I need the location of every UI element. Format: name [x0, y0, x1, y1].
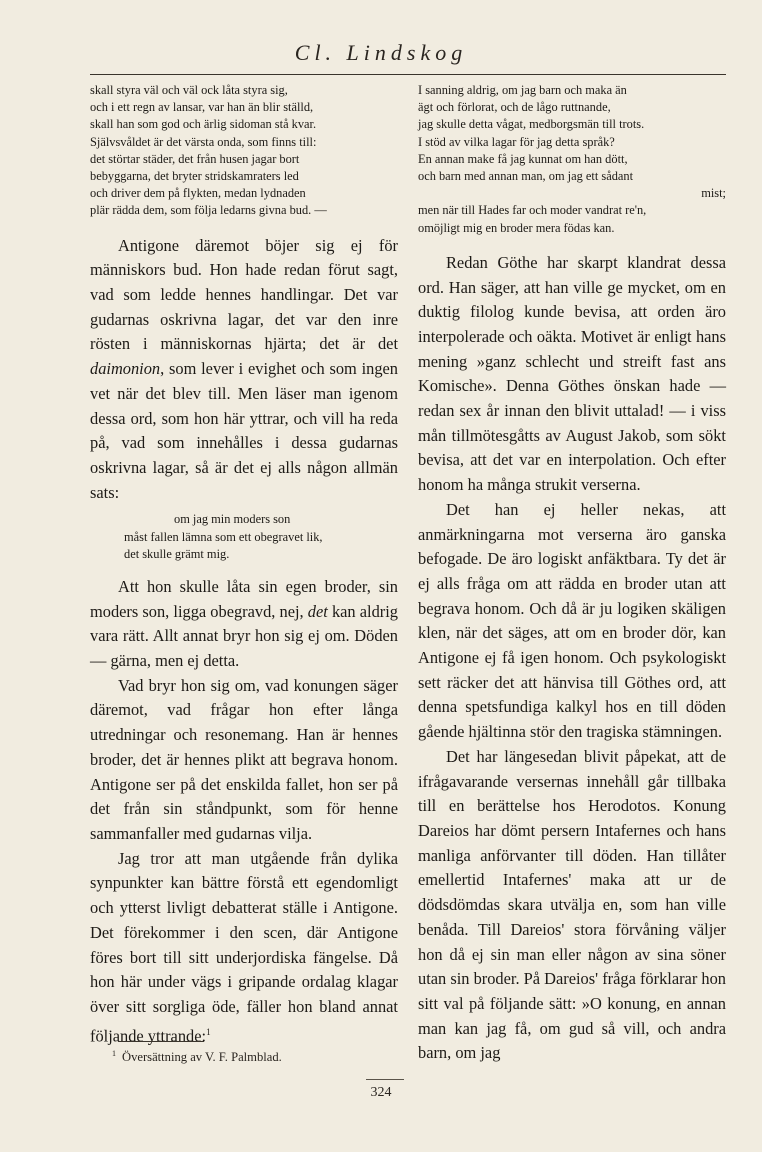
footnote-reference: 1 [206, 1026, 211, 1037]
paragraph-text: Att hon skulle låta sin egen broder, sin moders son, ligga obegravd, nej, [90, 576, 398, 621]
verse-line: och barn med annan man, om jag ett sådant [418, 169, 634, 184]
verse-block-quote [90, 511, 398, 563]
footnote-mark: 1 [112, 1049, 116, 1058]
paragraph-herodotos: Det har längesedan blivit påpekat, att de ifrågavarande versernas innehåll går tillbaka till en berättelse hos Herodotos. Konung Dareios har dömt persern Intafernes och hans manliga anförvanter till döden. Han tillåter emellertid Intafernes' maka att ur de dödsdömdas skara utvälja en, som han ville benåda. Till Dareios' stora förvåning väljer hon då ej sin man eller någon av sina söner utan sin broder. På Dareios' fråga förklarar hon sitt val på följande sätt: »O konung, en annan man kan jag få, om gud så vill, och andra barn, om jag [418, 746, 726, 1063]
footnote-text: Översättning av V. F. Palmblad. [122, 1050, 282, 1065]
paragraph-text: Antigone däremot böjer sig ej för människors bud. Hon hade redan förut sagt, vad som ledde hennes handlingar. Det var gudarnas oskrivna lagar, det var den inre rösten i människornas hjärta; det är det [90, 235, 398, 354]
verse-line: Självsvåldet är det värsta onda, som finns till: [90, 134, 317, 149]
verse-line: plär rädda dem, som följa ledarns givna bud. — [90, 203, 327, 218]
verse-line: det störtar städer, det från husen jagar bort [90, 151, 300, 166]
paragraph-gothe: Redan Göthe har skarpt klandrat dessa ord. Han säger, att han ville ge mycket, om en duktig filolog kunde bevisa, att orden äro interpolerade och oäkta. Motivet är enligt hans mening »ganz schlecht und streift fast ans Komische». Denna Göthes önskan hade — redan sex år innan den blivit uttalad! — i viss mån tillmötesgåtts av August Jakob, som sökt bevisa, att det var en interpolation. Och efter honom ha många strukit verserna. [418, 252, 726, 495]
verse-line: I stöd av vilka lagar för jag detta språk? [418, 134, 615, 149]
footnote [112, 1049, 282, 1065]
left-column [90, 82, 398, 1049]
verse-line: jag skulle detta vågat, medborgsmän till trots. [418, 117, 645, 132]
running-header: Cl. Lindskog [294, 40, 468, 65]
paragraph-konungen: Vad bryr hon sig om, vad konungen säger däremot, vad frågar hon efter långa utredningar och resonemang. Han är hennes broder, det är hennes plikt att begrava honom. Antigone ser på det enskilda fallet, hon ser på det från sin ståndpunkt, som för henne sammanfaller med gudarnas vilja. [90, 675, 398, 843]
paragraph-jag-tror [90, 847, 398, 1049]
verse-line: bebyggarna, det bryter stridskamraters led [90, 169, 299, 184]
verse-line: I sanning aldrig, om jag barn och maka än [418, 83, 627, 97]
page-number: 324 [370, 1085, 392, 1100]
paragraph-text: , som lever i evighet och som ingen vet när det blev till. Men läser man igenom dessa ord, som hon här yttrar, och vill ha reda på, vad som innehålles i dessa gudarnas oskrivna lagar, så är det ej alls någon allmän sats: [90, 359, 398, 502]
header-rule [90, 74, 726, 75]
italic-term: det [307, 601, 328, 621]
verse-line: mist; [701, 186, 726, 201]
verse-line: skall han som god och ärlig sidoman stå kvar. [90, 117, 317, 132]
footnote-rule [118, 1041, 204, 1042]
verse-line: och i ett regn av lansar, var han än blir ställd, [90, 100, 314, 115]
verse-line: men när till Hades far och moder vandrat re'n, [418, 203, 647, 218]
verse-line: En annan make få jag kunnat om han dött, [418, 151, 628, 166]
paragraph-text: kan aldrig vara rätt. Allt annat bryr hon sig ej om. Döden — gärna, men ej detta. [90, 601, 399, 671]
verse-line: måst fallen lämna som ett obegravet lik, [124, 529, 323, 544]
verse-line: om jag min moders son [174, 512, 291, 527]
verse-line: och driver dem på flykten, medan lydnaden [90, 186, 306, 201]
verse-line: omöjligt mig en broder mera födas kan. [418, 220, 615, 235]
italic-term: daimonion [90, 359, 161, 379]
right-column [418, 82, 726, 1066]
verse-line: det skulle grämt mig. [124, 546, 230, 561]
paragraph-text: Jag tror att man utgående från dylika synpunkter kan bättre förstå ett egendomligt och ytterst livligt debatterat ställe i Antigone. Det förekommer i den scen, där Antigone föres bort till sitt underjordiska fängelse. Då hon här under vägs i gripande ordalag klagar över sitt sorgliga öde, fäller hon bland annat följande yttrande: [90, 848, 398, 1046]
paragraph-anmarkningarna: Det han ej heller nekas, att anmärkningarna mot verserna äro ganska befogade. De äro logiskt anfäktbara. Ty det är ej alls fråga om att rädda en broder utan att begrava honom. Och då är ju logiken skäligen klen, när det säges, att om en broder dör, kan Antigone ej få igen honom. Och psykologiskt sett räcker det att hänvisa till Göthes ord, att denna spetsfundiga kalkyl hos en till döden gående hjältinna stör den tragiska stämningen. [418, 499, 726, 742]
paragraph-broder [90, 575, 398, 674]
verse-block-top-right [418, 82, 726, 237]
page-number-rule [366, 1079, 404, 1080]
paragraph-antigone [90, 234, 398, 506]
verse-block-top-left [90, 82, 398, 220]
verse-line: ägt och förlorat, och de lågo ruttnande, [418, 100, 611, 115]
verse-line: skall styra väl och väl ock låta styra sig, [90, 83, 288, 97]
